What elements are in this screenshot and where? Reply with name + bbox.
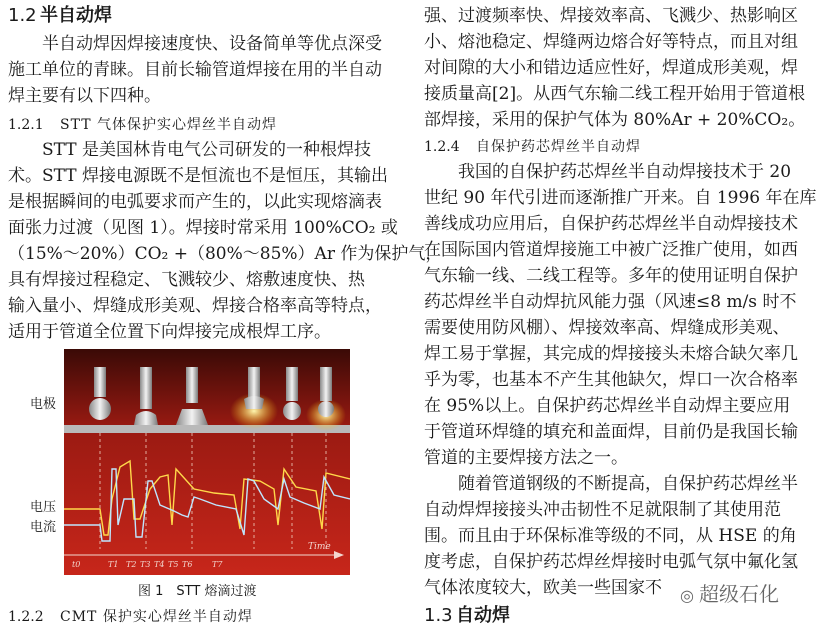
- paragraph-line: 小、熔池稳定、焊缝两边熔合好等特点，而且对组: [424, 32, 798, 52]
- paragraph-line: 善线成功应用后，自保护药芯焊丝半自动焊接技术: [424, 214, 798, 234]
- paragraph-line: 焊工易于掌握，其完成的焊接接头未熔合缺欠率几: [424, 344, 798, 364]
- droplet: [318, 401, 334, 417]
- paragraph-line: 适用于管道全位置下向焊接完成根焊工序。: [8, 322, 331, 342]
- wechat-icon: ◎: [680, 586, 700, 605]
- paragraph-line: 世纪 90 年代引进而逐渐推广开来。自 1996 年在库: [424, 188, 817, 208]
- section-title: 半自动焊: [40, 5, 112, 26]
- workpiece: [64, 425, 350, 433]
- figure-label-electrode: 电极: [30, 397, 57, 412]
- paragraph-line: 度考虑，自保护药芯焊丝焊接时电弧气氛中氟化氢: [424, 552, 798, 572]
- tick-label: T6: [182, 560, 193, 569]
- paragraph-line: 面张力过渡（见图 1）。焊接时常采用 100%CO₂ 或: [8, 218, 398, 238]
- subsection-title: 自保护药芯焊丝半自动焊: [476, 139, 641, 155]
- figure-caption: 图 1 STT 熔滴过渡: [138, 584, 257, 599]
- figure-label-current: 电流: [30, 520, 57, 535]
- subsection-heading: [8, 606, 253, 627]
- electrode: [248, 367, 260, 397]
- paragraph-line: 具有焊接过程稳定、飞溅较少、熔敷速度快、热: [8, 270, 365, 290]
- paragraph-line: 半自动焊因焊接速度快、设备简单等优点深受: [8, 34, 382, 54]
- droplet: [244, 396, 264, 409]
- stt-figure: [64, 349, 350, 575]
- paragraph-line: 是根据瞬间的电弧要求而产生的，以此实现熔滴表: [8, 192, 382, 212]
- tick-label: T5: [168, 560, 179, 569]
- paragraph-line: 部焊接，采用的保护气体为 80%Ar + 20%CO₂。: [424, 110, 806, 130]
- time-axis-label: Time: [308, 542, 331, 552]
- tick-label: T2: [126, 560, 137, 569]
- electrode: [94, 367, 106, 397]
- paragraph-line: 对间隙的大小和错边适应性好，焊道成形美观，焊: [424, 58, 798, 78]
- watermark-text: 超级石化: [699, 582, 780, 606]
- subsection-title: STT 气体保护实心焊丝半自动焊: [60, 117, 277, 133]
- paragraph-line: 在 95%以上。自保护药芯焊丝半自动焊主要应用: [424, 396, 791, 416]
- tick-label: T7: [212, 560, 223, 569]
- tick-label: T3: [140, 560, 151, 569]
- droplet: [89, 398, 111, 420]
- paragraph-line: 气体浓度较大，欧美一些国家不: [424, 578, 662, 598]
- section-number: 1.2: [8, 5, 37, 26]
- paragraph-line: 于管道环焊缝的填充和盖面焊，目前仍是我国长输: [424, 422, 798, 442]
- paragraph-line: 乎为零，也基本不产生其他缺欠，焊口一次合格率: [424, 370, 798, 390]
- electrode: [140, 367, 152, 409]
- paragraph-line: 强、过渡频率快、焊接效率高、飞溅少、热影响区: [424, 6, 798, 26]
- figure-label-voltage: 电压: [30, 500, 57, 515]
- paragraph-line: 自动焊焊接接头冲击韧性不足就限制了其使用范: [424, 500, 781, 520]
- electrode: [286, 367, 298, 401]
- paragraph-line: 管道的主要焊接方法之一。: [424, 448, 628, 468]
- paragraph-line: 接质量高[2]。从西气东输二线工程开始用于管道根: [424, 84, 806, 104]
- paragraph-line: 围。而且由于环保标准等级的不同，从 HSE 的角: [424, 526, 797, 546]
- paragraph-line: STT 是美国林肯电气公司研发的一种根焊技: [8, 140, 372, 160]
- tick-label: T4: [154, 560, 165, 569]
- subsection-number: 1.2.1: [8, 117, 44, 133]
- droplet: [283, 402, 301, 420]
- watermark: [680, 578, 779, 607]
- section-heading: [424, 606, 510, 626]
- tick-label: T1: [108, 560, 119, 569]
- subsection-title: CMT 保护实心焊丝半自动焊: [60, 609, 253, 625]
- section-title: 自动焊: [456, 605, 510, 626]
- subsection-number: 1.2.2: [8, 609, 44, 625]
- paragraph-line: 焊主要有以下四种。: [8, 86, 161, 106]
- paragraph-line: 药芯焊丝半自动焊抗风能力强（风速≤8 m/s 时不: [424, 292, 797, 312]
- paragraph-line: 气东输一线、二线工程等。多年的使用证明自保护: [424, 266, 798, 286]
- paragraph-line: 输入量小、焊缝成形美观、焊接合格率高等特点，: [8, 296, 382, 316]
- paragraph-line: 我国的自保护药芯焊丝半自动焊接技术于 20: [424, 162, 792, 182]
- paragraph-line: 需要使用防风棚）、焊接效率高、焊缝成形美观、: [424, 318, 790, 338]
- paragraph-line: 在国际国内管道焊接施工中被广泛推广使用，如西: [424, 240, 798, 260]
- section-heading: [8, 6, 112, 26]
- paragraph-line: 术。STT 焊接电源既不是恒流也不是恒压，其输出: [8, 166, 389, 186]
- paragraph-line: 随着管道钢级的不断提高，自保护药芯焊丝半: [424, 474, 798, 494]
- electrode: [320, 367, 332, 401]
- subsection-number: 1.2.4: [424, 139, 460, 155]
- section-number: 1.3: [424, 605, 453, 626]
- subsection-heading: [8, 114, 277, 135]
- electrode: [186, 367, 198, 403]
- tick-label: t0: [72, 560, 81, 569]
- subsection-heading: [424, 136, 641, 157]
- paragraph-line: （15%～20%）CO₂ +（80%～85%）Ar 作为保护气，: [8, 244, 443, 264]
- paragraph-line: 施工单位的青睐。目前长输管道焊接在用的半自动: [8, 60, 382, 80]
